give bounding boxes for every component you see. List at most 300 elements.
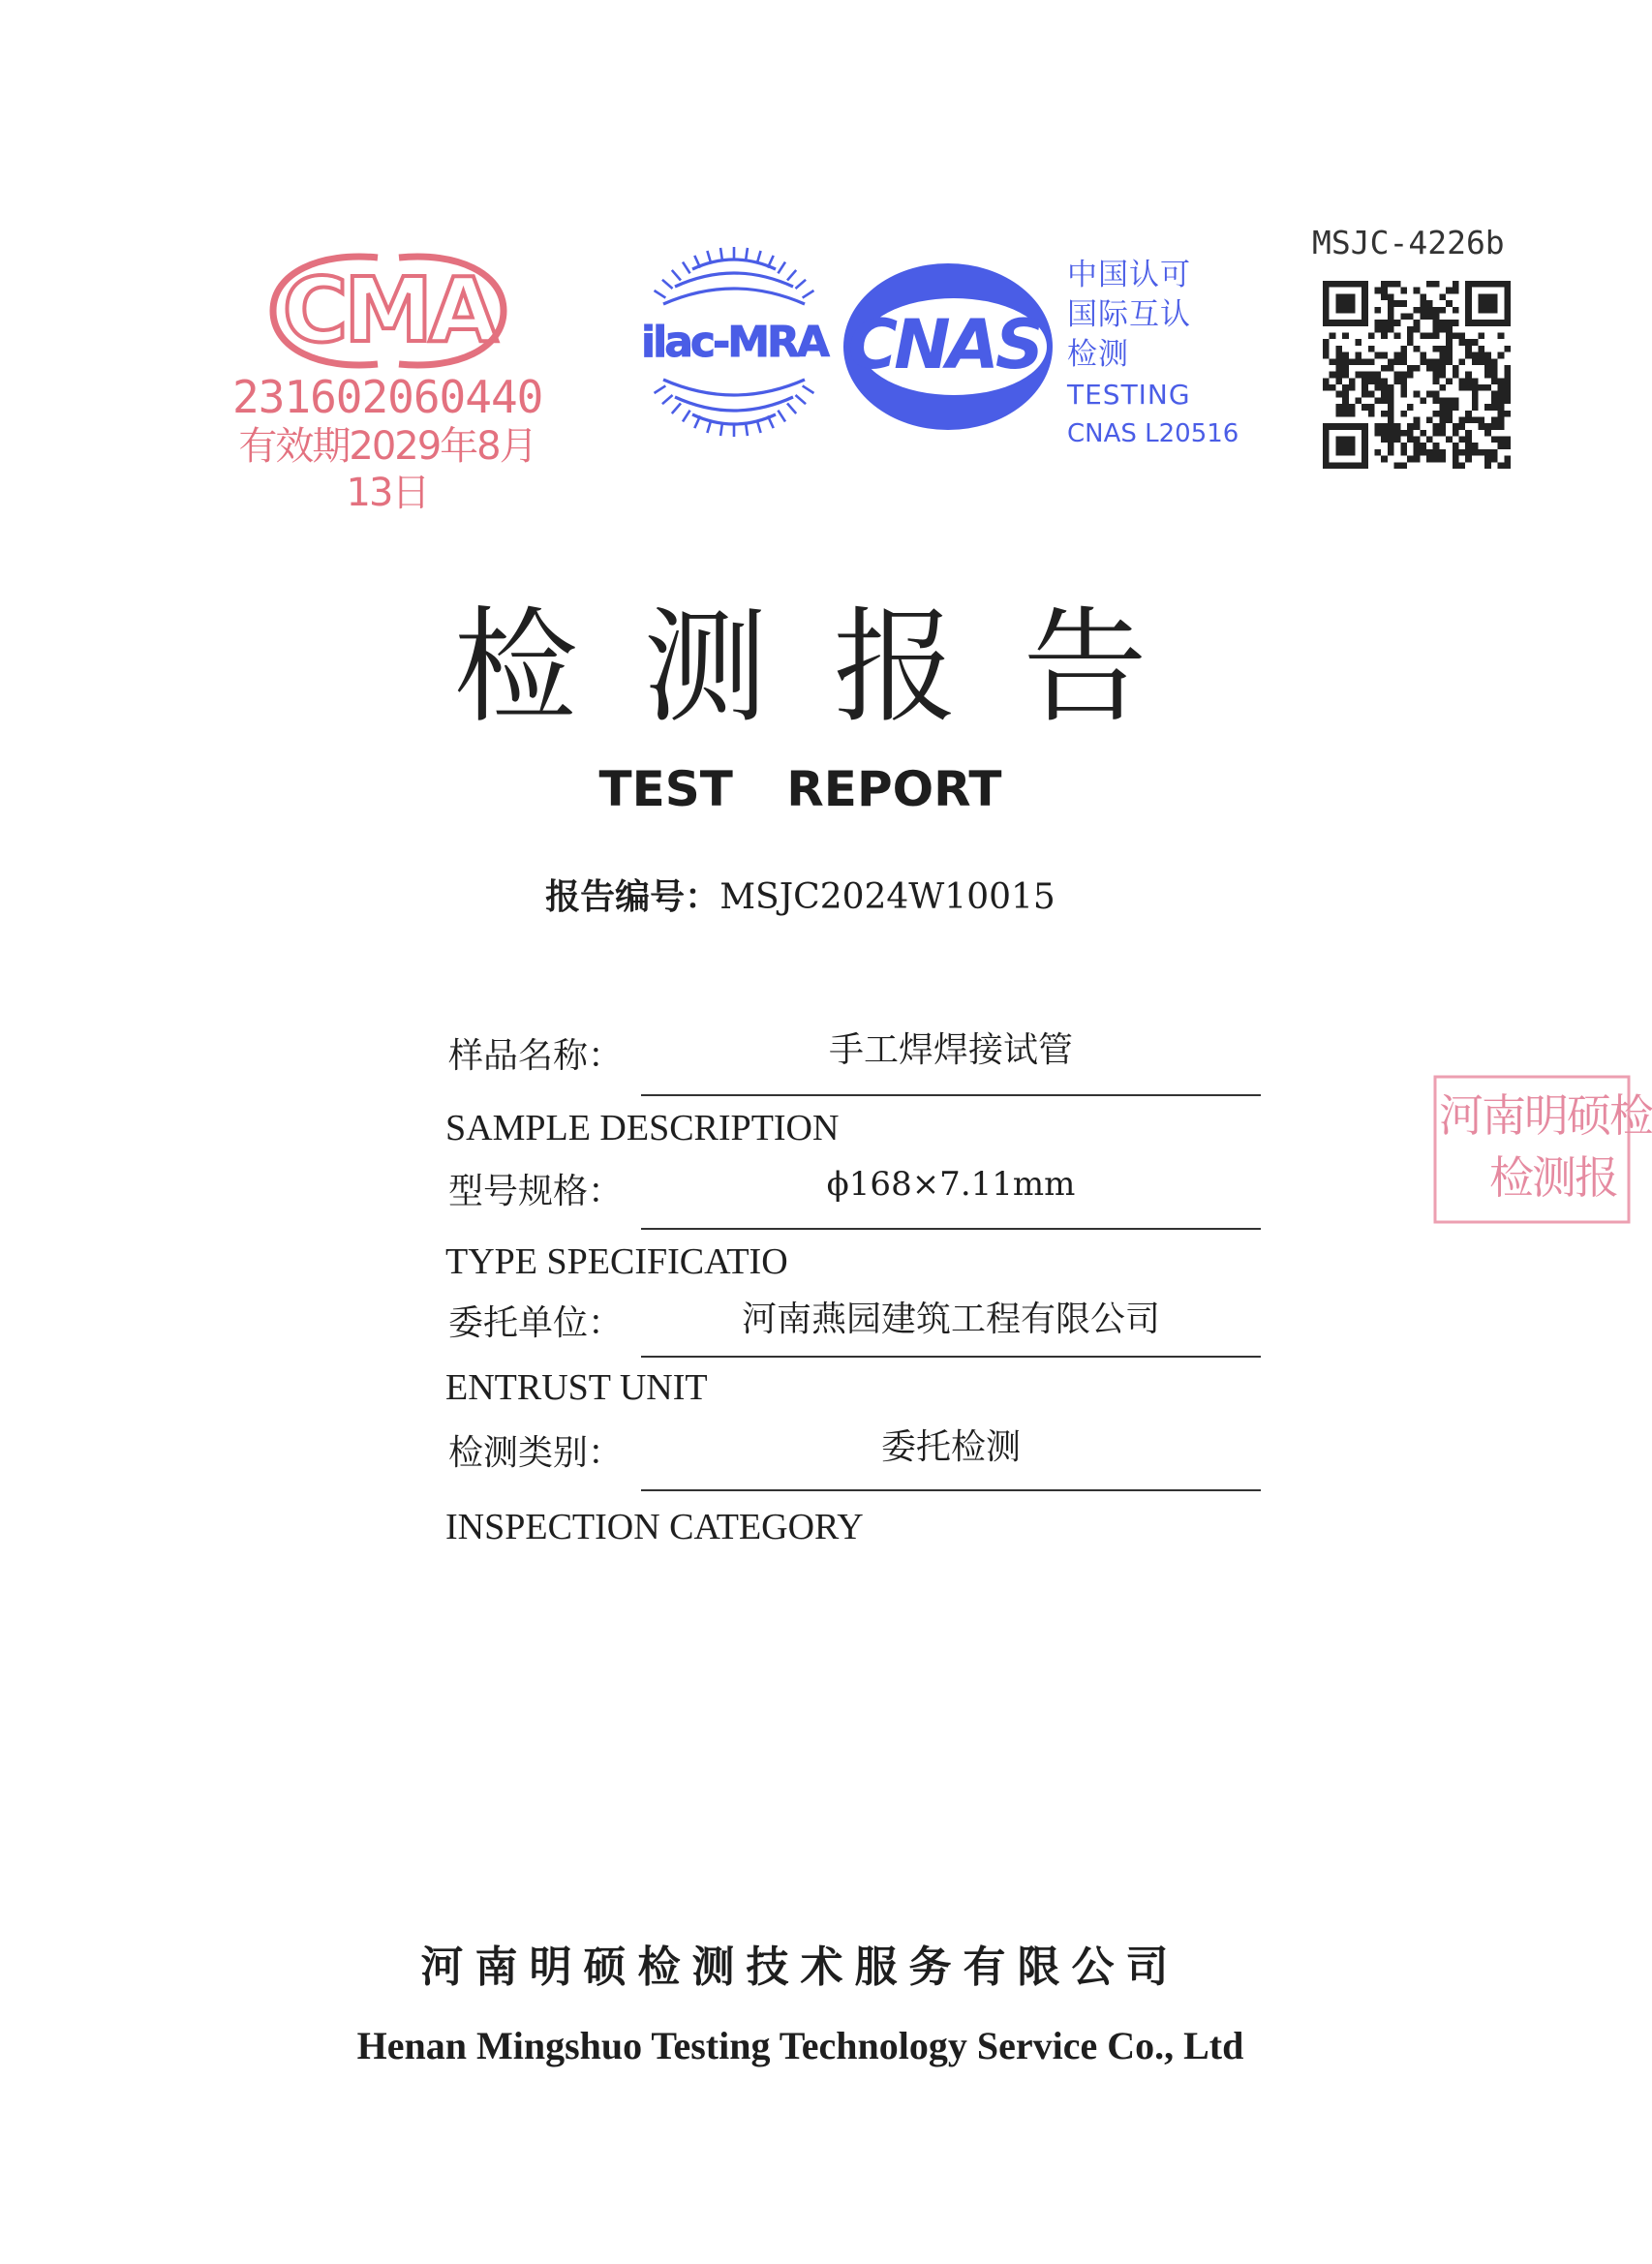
qr-module bbox=[1368, 333, 1375, 340]
footer-company-english: Henan Mingshuo Testing Technology Service Co., Ltd bbox=[356, 2024, 1244, 2067]
qr-module bbox=[1361, 391, 1368, 398]
cma-mark bbox=[261, 246, 515, 376]
qr-module bbox=[1388, 358, 1394, 365]
qr-module bbox=[1504, 293, 1511, 300]
qr-module bbox=[1426, 300, 1433, 307]
qr-module bbox=[1381, 365, 1388, 372]
qr-module bbox=[1472, 358, 1479, 365]
qr-module bbox=[1349, 404, 1356, 411]
qr-module bbox=[1491, 365, 1498, 372]
ilac-tick bbox=[803, 291, 814, 298]
qr-module bbox=[1433, 378, 1440, 384]
cnas-mark-text: CNAS bbox=[847, 305, 1041, 384]
qr-module bbox=[1465, 430, 1472, 437]
qr-module bbox=[1335, 346, 1342, 352]
qr-module bbox=[1498, 416, 1505, 423]
qr-module bbox=[1342, 293, 1349, 300]
qr-module bbox=[1375, 423, 1382, 430]
qr-module bbox=[1400, 391, 1407, 398]
qr-module bbox=[1433, 423, 1440, 430]
qr-module bbox=[1433, 411, 1440, 417]
qr-module bbox=[1498, 391, 1505, 398]
qr-module bbox=[1479, 384, 1485, 391]
qr-module bbox=[1414, 365, 1421, 372]
qr-module bbox=[1349, 320, 1356, 326]
qr-module bbox=[1381, 384, 1388, 391]
qr-module bbox=[1394, 430, 1401, 437]
qr-module bbox=[1381, 288, 1388, 294]
qr-module bbox=[1453, 333, 1459, 340]
qr-module bbox=[1453, 365, 1459, 372]
qr-module bbox=[1349, 358, 1356, 365]
qr-module bbox=[1414, 437, 1421, 444]
qr-module bbox=[1330, 423, 1336, 430]
qr-module bbox=[1453, 449, 1459, 456]
qr-module bbox=[1465, 372, 1472, 379]
qr-module bbox=[1479, 293, 1485, 300]
qr-module bbox=[1504, 372, 1511, 379]
qr-module bbox=[1342, 300, 1349, 307]
qr-module bbox=[1453, 462, 1459, 469]
qr-module bbox=[1465, 288, 1472, 294]
qr-module bbox=[1349, 300, 1356, 307]
qr-module bbox=[1498, 320, 1505, 326]
qr-module bbox=[1453, 443, 1459, 449]
qr-module bbox=[1439, 346, 1446, 352]
qr-module bbox=[1433, 391, 1440, 398]
qr-module bbox=[1381, 456, 1388, 463]
qr-module bbox=[1433, 449, 1440, 456]
ilac-tick bbox=[655, 385, 666, 393]
qr-module bbox=[1388, 449, 1394, 456]
field-label-spec: 型号规格： bbox=[448, 1172, 624, 1211]
qr-module bbox=[1361, 313, 1368, 320]
qr-module bbox=[1479, 333, 1485, 340]
qr-module bbox=[1335, 378, 1342, 384]
qr-module bbox=[1407, 326, 1414, 333]
qr-module bbox=[1491, 307, 1498, 314]
qr-module bbox=[1504, 320, 1511, 326]
qr-module bbox=[1394, 333, 1401, 340]
qr-module bbox=[1426, 358, 1433, 365]
report-number-value: MSJC2024W10015 bbox=[719, 877, 1055, 917]
qr-module bbox=[1420, 449, 1426, 456]
qr-module bbox=[1375, 449, 1382, 456]
field-value-category: 委托检测 bbox=[880, 1427, 1021, 1467]
qr-module bbox=[1323, 307, 1330, 314]
qr-module bbox=[1388, 404, 1394, 411]
qr-module bbox=[1439, 456, 1446, 463]
qr-module bbox=[1484, 358, 1491, 365]
qr-module bbox=[1388, 307, 1394, 314]
qr-module bbox=[1426, 456, 1433, 463]
qr-module bbox=[1465, 384, 1472, 391]
qr-module bbox=[1458, 384, 1465, 391]
qr-module bbox=[1342, 404, 1349, 411]
qr-module bbox=[1491, 358, 1498, 365]
field-underline bbox=[641, 1489, 1261, 1491]
qr-module bbox=[1323, 430, 1330, 437]
qr-module bbox=[1407, 313, 1414, 320]
qr-module bbox=[1439, 365, 1446, 372]
qr-module bbox=[1504, 307, 1511, 314]
qr-module bbox=[1484, 352, 1491, 359]
field-underline bbox=[641, 1228, 1261, 1230]
qr-module bbox=[1361, 384, 1368, 391]
qr-module bbox=[1498, 352, 1505, 359]
qr-module bbox=[1426, 437, 1433, 444]
qr-module bbox=[1323, 384, 1330, 391]
qr-module bbox=[1407, 339, 1414, 346]
report-number-label: 报告编号： bbox=[545, 877, 720, 917]
qr-module bbox=[1453, 404, 1459, 411]
qr-module bbox=[1491, 281, 1498, 288]
qr-module bbox=[1323, 456, 1330, 463]
qr-module bbox=[1479, 300, 1485, 307]
qr-module bbox=[1361, 456, 1368, 463]
qr-module bbox=[1465, 307, 1472, 314]
field-label-en-category: INSPECTION CATEGORY bbox=[445, 1507, 864, 1547]
qr-module bbox=[1342, 307, 1349, 314]
qr-module bbox=[1361, 443, 1368, 449]
field-value-sample: 手工焊焊接试管 bbox=[828, 1030, 1073, 1070]
qr-module bbox=[1335, 281, 1342, 288]
qr-module bbox=[1465, 346, 1472, 352]
qr-module bbox=[1484, 423, 1491, 430]
qr-module bbox=[1426, 416, 1433, 423]
qr-module bbox=[1479, 352, 1485, 359]
qr-module bbox=[1465, 313, 1472, 320]
qr-module bbox=[1361, 300, 1368, 307]
qr-module bbox=[1342, 384, 1349, 391]
field-label-category: 检测类别： bbox=[448, 1433, 624, 1473]
qr-module bbox=[1388, 416, 1394, 423]
qr-module bbox=[1361, 404, 1368, 411]
qr-module bbox=[1394, 372, 1401, 379]
qr-module bbox=[1472, 339, 1479, 346]
field-underline bbox=[641, 1094, 1261, 1096]
qr-module bbox=[1498, 411, 1505, 417]
qr-module bbox=[1484, 449, 1491, 456]
qr-module bbox=[1381, 378, 1388, 384]
qr-module bbox=[1439, 411, 1446, 417]
cma-validity: 有效期2029年8月13日 bbox=[238, 424, 536, 515]
qr-module bbox=[1388, 326, 1394, 333]
qr-module bbox=[1335, 391, 1342, 398]
qr-module bbox=[1426, 313, 1433, 320]
qr-module bbox=[1453, 288, 1459, 294]
qr-module bbox=[1479, 358, 1485, 365]
qr-module bbox=[1504, 288, 1511, 294]
qr-module bbox=[1446, 346, 1453, 352]
qr-module bbox=[1420, 397, 1426, 404]
qr-module bbox=[1465, 300, 1472, 307]
qr-module bbox=[1400, 372, 1407, 379]
qr-module bbox=[1491, 423, 1498, 430]
qr-module bbox=[1484, 456, 1491, 463]
qr-module bbox=[1388, 300, 1394, 307]
qr-module bbox=[1484, 404, 1491, 411]
title-chinese: 检测报告 bbox=[453, 596, 1213, 740]
cnas-logo bbox=[838, 260, 1058, 434]
qr-module bbox=[1349, 293, 1356, 300]
qr-module bbox=[1330, 358, 1336, 365]
qr-module bbox=[1394, 462, 1401, 469]
qr-module bbox=[1420, 430, 1426, 437]
qr-module bbox=[1433, 320, 1440, 326]
ilac-tick bbox=[787, 270, 796, 281]
ilac-tick bbox=[787, 403, 796, 413]
qr-module bbox=[1504, 443, 1511, 449]
qr-module bbox=[1349, 281, 1356, 288]
qr-module bbox=[1446, 416, 1453, 423]
qr-module bbox=[1361, 437, 1368, 444]
qr-module bbox=[1504, 378, 1511, 384]
qr-module bbox=[1498, 404, 1505, 411]
qr-module bbox=[1349, 462, 1356, 469]
qr-module bbox=[1433, 443, 1440, 449]
qr-module bbox=[1458, 416, 1465, 423]
side-stamp-line1: 河南明硕检 bbox=[1439, 1089, 1652, 1142]
qr-module bbox=[1323, 313, 1330, 320]
qr-module bbox=[1472, 397, 1479, 404]
qr-module bbox=[1472, 443, 1479, 449]
qr-module bbox=[1433, 358, 1440, 365]
ilac-tick bbox=[683, 411, 690, 422]
qr-module bbox=[1342, 333, 1349, 340]
qr-module bbox=[1335, 307, 1342, 314]
qr-module bbox=[1426, 449, 1433, 456]
qr-module bbox=[1472, 404, 1479, 411]
qr-module bbox=[1368, 411, 1375, 417]
qr-module bbox=[1394, 378, 1401, 384]
qr-module bbox=[1439, 384, 1446, 391]
cnas-line: 检测 bbox=[1067, 337, 1129, 372]
cma-number: 231602060440 bbox=[232, 371, 543, 423]
qr-module bbox=[1458, 339, 1465, 346]
qr-module bbox=[1414, 326, 1421, 333]
qr-module bbox=[1375, 430, 1382, 437]
qr-module bbox=[1426, 391, 1433, 398]
qr-module bbox=[1465, 411, 1472, 417]
qr-module bbox=[1498, 333, 1505, 340]
ilac-tick bbox=[778, 262, 785, 274]
qr-module bbox=[1342, 365, 1349, 372]
qr-module bbox=[1375, 397, 1382, 404]
qr-module bbox=[1472, 391, 1479, 398]
qr-module bbox=[1453, 372, 1459, 379]
qr-module bbox=[1388, 391, 1394, 398]
qr-module bbox=[1355, 320, 1361, 326]
qr-module bbox=[1472, 281, 1479, 288]
qr-module bbox=[1388, 365, 1394, 372]
qr-module bbox=[1498, 423, 1505, 430]
document-code: MSJC-4226b bbox=[1312, 224, 1505, 261]
cnas-line: CNAS L20516 bbox=[1067, 419, 1239, 448]
qr-module bbox=[1323, 339, 1330, 346]
qr-module bbox=[1484, 307, 1491, 314]
qr-module bbox=[1458, 423, 1465, 430]
qr-module bbox=[1368, 404, 1375, 411]
qr-module bbox=[1465, 293, 1472, 300]
ilac-tick bbox=[803, 385, 814, 393]
qr-module bbox=[1433, 372, 1440, 379]
qr-module bbox=[1433, 307, 1440, 314]
qr-module bbox=[1458, 437, 1465, 444]
qr-module bbox=[1355, 281, 1361, 288]
qr-module bbox=[1446, 320, 1453, 326]
qr-module bbox=[1504, 462, 1511, 469]
qr-module bbox=[1361, 423, 1368, 430]
qr-module bbox=[1355, 372, 1361, 379]
qr-module bbox=[1375, 384, 1382, 391]
qr-module bbox=[1504, 384, 1511, 391]
qr-module bbox=[1349, 423, 1356, 430]
qr-module bbox=[1381, 430, 1388, 437]
qr-module bbox=[1335, 352, 1342, 359]
qr-module bbox=[1349, 443, 1356, 449]
qr-module bbox=[1453, 456, 1459, 463]
qr-module bbox=[1400, 378, 1407, 384]
qr-module bbox=[1407, 430, 1414, 437]
qr-module bbox=[1426, 365, 1433, 372]
qr-module bbox=[1439, 352, 1446, 359]
qr-module bbox=[1446, 288, 1453, 294]
cnas-text-block bbox=[1067, 256, 1239, 454]
qr-module bbox=[1323, 281, 1330, 288]
qr-module bbox=[1342, 320, 1349, 326]
qr-module bbox=[1349, 437, 1356, 444]
qr-module bbox=[1355, 423, 1361, 430]
qr-module bbox=[1400, 430, 1407, 437]
qr-module bbox=[1446, 437, 1453, 444]
qr-module bbox=[1400, 384, 1407, 391]
qr-module bbox=[1342, 411, 1349, 417]
cnas-line: 国际互认 bbox=[1067, 297, 1191, 332]
qr-code-icon bbox=[1323, 281, 1511, 469]
qr-module bbox=[1465, 352, 1472, 359]
qr-module bbox=[1479, 307, 1485, 314]
qr-module bbox=[1407, 404, 1414, 411]
qr-module bbox=[1323, 462, 1330, 469]
qr-module bbox=[1420, 293, 1426, 300]
qr-module bbox=[1465, 320, 1472, 326]
qr-module bbox=[1420, 333, 1426, 340]
qr-module bbox=[1394, 437, 1401, 444]
qr-module bbox=[1355, 397, 1361, 404]
qr-module bbox=[1330, 384, 1336, 391]
qr-module bbox=[1375, 326, 1382, 333]
qr-module bbox=[1400, 352, 1407, 359]
qr-module bbox=[1453, 307, 1459, 314]
ilac-tick bbox=[795, 280, 806, 289]
qr-module bbox=[1479, 423, 1485, 430]
qr-module bbox=[1491, 404, 1498, 411]
qr-module bbox=[1361, 462, 1368, 469]
ilac-mark-text: ilac-MRA bbox=[641, 318, 827, 367]
qr-module bbox=[1335, 449, 1342, 456]
qr-module bbox=[1368, 346, 1375, 352]
qr-module bbox=[1446, 397, 1453, 404]
field-label-en-sample: SAMPLE DESCRIPTION bbox=[445, 1108, 840, 1148]
qr-module bbox=[1342, 437, 1349, 444]
qr-module bbox=[1479, 320, 1485, 326]
side-stamp bbox=[1433, 1075, 1652, 1225]
qr-module bbox=[1504, 456, 1511, 463]
field-label-entrust: 委托单位： bbox=[448, 1303, 624, 1343]
qr-module bbox=[1420, 443, 1426, 449]
qr-module bbox=[1446, 333, 1453, 340]
qr-module bbox=[1484, 281, 1491, 288]
qr-module bbox=[1381, 352, 1388, 359]
qr-module bbox=[1375, 378, 1382, 384]
qr-module bbox=[1361, 281, 1368, 288]
qr-module bbox=[1388, 293, 1394, 300]
qr-module bbox=[1407, 365, 1414, 372]
qr-module bbox=[1504, 365, 1511, 372]
qr-module bbox=[1330, 462, 1336, 469]
qr-module bbox=[1458, 378, 1465, 384]
qr-module bbox=[1453, 320, 1459, 326]
qr-module bbox=[1400, 288, 1407, 294]
qr-module bbox=[1465, 443, 1472, 449]
qr-module bbox=[1472, 416, 1479, 423]
qr-module bbox=[1439, 307, 1446, 314]
qr-module bbox=[1484, 365, 1491, 372]
qr-module bbox=[1439, 449, 1446, 456]
qr-module bbox=[1323, 423, 1330, 430]
qr-module bbox=[1484, 300, 1491, 307]
field-label-en-entrust: ENTRUST UNIT bbox=[445, 1367, 708, 1408]
qr-module bbox=[1400, 358, 1407, 365]
qr-module bbox=[1414, 456, 1421, 463]
qr-module bbox=[1375, 307, 1382, 314]
qr-module bbox=[1484, 462, 1491, 469]
qr-module bbox=[1484, 320, 1491, 326]
qr-module bbox=[1458, 462, 1465, 469]
footer-company-chinese: 河南明硕检测技术服务有限公司 bbox=[420, 1943, 1180, 1992]
qr-module bbox=[1323, 293, 1330, 300]
qr-module bbox=[1361, 378, 1368, 384]
qr-module bbox=[1420, 300, 1426, 307]
qr-module bbox=[1433, 346, 1440, 352]
qr-module bbox=[1426, 333, 1433, 340]
qr-module bbox=[1465, 281, 1472, 288]
qr-module bbox=[1330, 281, 1336, 288]
qr-module bbox=[1323, 449, 1330, 456]
qr-module bbox=[1330, 320, 1336, 326]
ilac-tick bbox=[683, 262, 690, 274]
qr-module bbox=[1388, 384, 1394, 391]
qr-module bbox=[1439, 293, 1446, 300]
qr-module bbox=[1335, 404, 1342, 411]
qr-module bbox=[1446, 339, 1453, 346]
qr-module bbox=[1323, 300, 1330, 307]
qr-module bbox=[1349, 307, 1356, 314]
qr-module bbox=[1414, 416, 1421, 423]
qr-module bbox=[1465, 416, 1472, 423]
qr-module bbox=[1388, 320, 1394, 326]
qr-module bbox=[1394, 320, 1401, 326]
qr-module bbox=[1439, 423, 1446, 430]
qr-module bbox=[1491, 378, 1498, 384]
qr-module bbox=[1323, 443, 1330, 449]
qr-module bbox=[1491, 449, 1498, 456]
qr-module bbox=[1465, 456, 1472, 463]
qr-module bbox=[1472, 384, 1479, 391]
qr-module bbox=[1446, 326, 1453, 333]
qr-module bbox=[1335, 372, 1342, 379]
